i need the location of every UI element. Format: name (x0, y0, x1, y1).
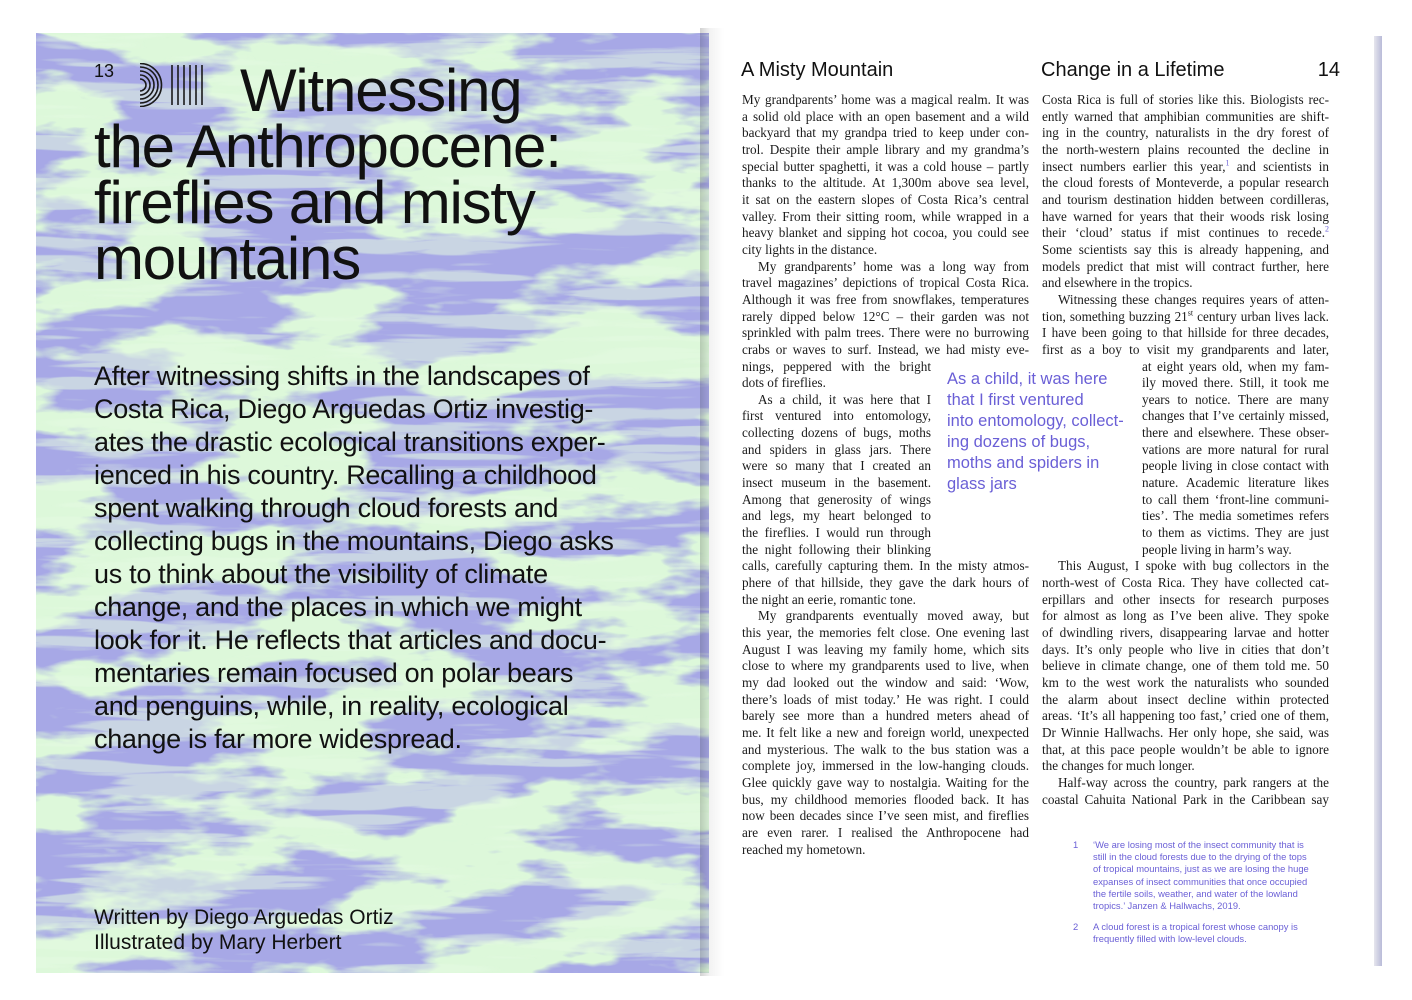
body-line: areas. ‘It’s all happening too fast,’ cried one of them, (1042, 708, 1329, 724)
body-line: the night an eerie, romantic tone. (742, 591, 916, 607)
footnote-line: ‘We are losing most of the insect community that is (1093, 839, 1304, 850)
standfirst-line: Costa Rica, Diego Arguedas Ortiz investig- (94, 394, 594, 424)
pull-quote-line: As a child, it was here (947, 370, 1108, 388)
title-line: mountains (94, 225, 361, 292)
body-line: of dwindling rivers, disappearing larvae and hotter (1042, 625, 1329, 640)
body-line: collecting dozens of bugs, moths (742, 425, 931, 441)
left-page (36, 33, 709, 973)
body-line: crabs or waves to surf. Instead, we had misty eve- (742, 341, 1029, 357)
body-line: My grandparents eventually moved away, but (758, 608, 1029, 624)
body-line (1042, 159, 1329, 176)
body-line: this year, the memories felt close. One evening last (742, 625, 1029, 640)
body-line: were so many that I created an (742, 458, 931, 474)
footnote-number: 1 (1073, 839, 1079, 850)
body-line: city lights in the distance. (742, 241, 878, 257)
title-line: the Anthropocene: (94, 113, 561, 180)
body-line: ing in the country, naturalists in the dry forest of (1042, 125, 1329, 141)
body-text: and scientists in (1229, 158, 1329, 174)
body-line: calls, carefully capturing them. In the misty atmos- (742, 558, 1029, 574)
body-line: north-west of Costa Rica. They have collected cat- (1042, 575, 1329, 591)
body-line: and spiders in glass jars. There (742, 441, 931, 457)
body-line: now been decades since I’ve seen mist, and fireflies (742, 808, 1029, 824)
body-line: reached my hometown. (742, 841, 866, 857)
body-line: My grandparents’ home was a magical realm. It was (742, 92, 1029, 107)
body-line: thanks to the altitude. At 1,300m above sea level, (742, 175, 1029, 191)
footnote-line: expanses of insect communities that once occupied (1093, 875, 1308, 887)
body-line: and legs, my heart belonged to (742, 508, 931, 524)
body-text: tion, something buzzing 21 (1042, 308, 1188, 324)
footnote-marker[interactable]: 1 (1225, 158, 1230, 168)
pull-quote-line: glass jars (947, 475, 1017, 493)
body-line: nature. Academic literature likes (1142, 475, 1329, 491)
body-line: to them as victims. They are just (1142, 525, 1329, 541)
body-line: days. It’s only people who live in cities that don’t (1042, 641, 1329, 657)
pull-quote-line: ing dozens of bugs, (947, 433, 1091, 451)
body-line: Costa Rica is full of stories like this. Biologists rec- (1042, 92, 1329, 107)
body-line: it sat on the eastern slopes of Costa Rica’s central (742, 191, 1029, 207)
body-line: Among that generosity of wings (742, 491, 931, 507)
standfirst-line: change, and the places in which we might (94, 592, 582, 622)
pull-quote-line: into entomology, collect- (947, 412, 1124, 430)
body-line: August I was leaving my family home, which sits (742, 641, 1029, 657)
body-line: backyard that my grandpa tried to keep under con- (742, 125, 1029, 141)
body-line: the north-western plains recounted the decline in (1042, 141, 1329, 157)
body-line: have warned for years that their woods risk losing (1042, 208, 1329, 224)
body-line: travel magazines’ depictions of tropical Costa Rica. (742, 275, 1029, 291)
pull-quote-line: that I first ventured (947, 391, 1084, 409)
credits (94, 905, 394, 955)
standfirst-line: us to think about the visibility of climate (94, 559, 548, 589)
body-line: phere of that hillside, they gave the dark hours of (742, 575, 1029, 591)
body-line: bus, my childhood memories flooded back. It has (742, 791, 1029, 807)
body-line: ties’. The media sometimes refers (1142, 508, 1329, 524)
standfirst-line: collecting bugs in the mountains, Diego asks (94, 526, 614, 556)
body-line: km to the west work the naturalists who sounded (1042, 674, 1329, 690)
body-line: rarely dipped below 12°C – their garden was not (742, 308, 1029, 324)
article-title (94, 57, 704, 292)
illustrator-credit: Illustrated by Mary Herbert (94, 931, 342, 954)
standfirst-line: ienced in his country. Recalling a childhood (94, 460, 597, 490)
body-line: insect museum in the basement. (742, 475, 931, 491)
body-line: first ventured into entomology, (742, 408, 931, 424)
page-number-right: 14 (1317, 59, 1340, 81)
standfirst-line: mentaries remain focused on polar bears (94, 658, 574, 688)
body-line: for almost as long as I’ve been alive. They spoke (1042, 608, 1329, 624)
body-line: a solid old place with an open basement and a wild (742, 108, 1029, 124)
footnote (1073, 839, 1335, 912)
footnote-number: 2 (1073, 921, 1079, 933)
body-line: and tourism destination hidden between cordilleras, (1042, 191, 1329, 207)
standfirst-line: ates the drastic ecological transitions exper- (94, 427, 606, 457)
body-line: my dad looked out the window and said: ‘Wow, (742, 674, 1029, 690)
footnote-marker[interactable]: 2 (1325, 225, 1329, 234)
body-line: I have been going to that hillside for three decades, (1042, 325, 1329, 341)
footnote-line: the fertile soils, weather, and water of the lowland (1093, 887, 1298, 899)
body-line: Dr Winnie Hallwachs. Her only hope, she said, was (1042, 724, 1329, 740)
body-line: As a child, it was here that I (758, 391, 931, 407)
body-line: and mysterious. The walk to the bus station was a (742, 741, 1029, 757)
body-text: century urban lives lack. (1193, 308, 1329, 324)
body-line: there and elsewhere. These obser- (1142, 425, 1329, 441)
body-line: the night following their blinking (742, 541, 931, 557)
standfirst-line: change is far more widespread. (94, 724, 462, 754)
body-line: people living in close contact with (1142, 458, 1329, 474)
body-line: me. It felt like a new and foreign world, unexpected (742, 724, 1029, 740)
body-text: insect numbers earlier this year, (1042, 158, 1226, 174)
footnote-line: of tropical mountains, just as we are losing the huge (1093, 863, 1309, 875)
body-line: the alarm about insect decline within protected (1042, 691, 1329, 707)
body-line: nings, peppered with the bright (742, 358, 931, 374)
pull-quote-line: moths and spiders in (947, 454, 1100, 472)
book-spine-shadow (700, 28, 724, 976)
footnote (1073, 921, 1335, 945)
body-line: close to where my grandparents used to live, when (742, 658, 1029, 674)
standfirst (94, 360, 694, 756)
body-line: are even rarer. I realised the Anthropocene had (742, 824, 1029, 840)
standfirst-line: and penguins, while, in reality, ecological (94, 691, 569, 721)
footnote-line: still in the cloud forests due to the drying of the tops (1093, 851, 1307, 863)
footnotes (1073, 839, 1335, 955)
body-line: Glee quickly gave way to nostalgia. Waiting for the (742, 774, 1029, 790)
standfirst-line: look for it. He reflects that articles and docu- (94, 625, 607, 655)
body-line: the cloud forests of Monteverde, a popular research (1042, 175, 1329, 191)
body-line: believe in climate change, one of them told me. 50 (1042, 658, 1329, 674)
standfirst-line: After witnessing shifts in the landscapes of (94, 361, 590, 391)
body-line: This August, I spoke with bug collectors in the (1058, 558, 1329, 574)
body-line: trol. Despite their ample library and my grandma’s (742, 141, 1029, 157)
body-line: Although it was free from snowflakes, temperatures (742, 291, 1029, 307)
body-line: erpillars and other insects for research purposes (1042, 591, 1329, 607)
page-edge (1374, 36, 1382, 966)
body-line: changes that I’ve certainly missed, (1142, 408, 1329, 424)
body-line: first as a boy to visit my grandparents and later, (1042, 341, 1329, 357)
body-line: ily moved there. Still, it took me (1142, 375, 1329, 391)
body-line (1042, 225, 1329, 242)
footnote-line: A cloud forest is a tropical forest whose canopy is (1093, 921, 1298, 933)
body-line: the changes for much longer. (1042, 758, 1195, 774)
ordinal-suffix: st (1187, 308, 1194, 318)
body-line (1042, 309, 1329, 326)
body-line: people living in harm’s way. (1142, 541, 1292, 557)
body-line: coastal Cahuita National Park in the Caribbean say (1042, 791, 1329, 807)
body-column-right (1042, 92, 1329, 808)
right-page (711, 33, 1375, 973)
body-line: heavy blanket and sipping hot cocoa, you could see (742, 225, 1029, 241)
body-line: and elsewhere in the tropics. (1042, 275, 1193, 291)
section-heading-right: Change in a Lifetime (1041, 59, 1225, 81)
body-line: dots of fireflies. (742, 375, 826, 391)
body-line: that, at this pace people wouldn’t be able to ignore (1042, 741, 1329, 757)
page-number-left: 13 (94, 61, 115, 81)
author-credit: Written by Diego Arguedas Ortiz (94, 906, 394, 929)
body-line: My grandparents’ home was a long way from (758, 258, 1029, 274)
footnote-line: tropics.’ Janzen & Hallwachs, 2019. (1093, 900, 1241, 912)
title-line: Witnessing (240, 57, 522, 124)
section-heading-left: A Misty Mountain (741, 59, 894, 81)
body-line: years to notice. There are many (1142, 391, 1329, 407)
standfirst-line: spent walking through cloud forests and (94, 493, 559, 523)
body-line: models predict that mist will contract further, here (1042, 258, 1329, 274)
body-line: Half-way across the country, park rangers at the (1058, 774, 1329, 790)
body-line: vations are more natural for rural (1142, 441, 1329, 457)
body-line: Witnessing these changes requires years of atten- (1058, 291, 1329, 307)
body-line: complete joy, immersed in the low-hanging clouds. (742, 758, 1029, 774)
title-line: fireflies and misty (94, 169, 535, 236)
body-line: to call them ‘front-line communi- (1142, 491, 1329, 507)
body-line: the fireflies. I would run through (742, 525, 931, 541)
body-text: their ‘cloud’ status if mist continues to recede. (1042, 225, 1325, 241)
body-line: Some scientists say this is already happening, and (1042, 241, 1329, 257)
footnote-line: frequently filled with low-level clouds. (1093, 933, 1247, 945)
body-line: sprinkled with palm trees. There were no burrowing (742, 325, 1029, 341)
body-line: there’s loads of mist today.’ He was right. I could (742, 691, 1029, 707)
body-line: special butter spaghetti, it was a cold house – partly (742, 158, 1029, 174)
body-line: ently warned that amphibian communities are shift- (1042, 108, 1329, 124)
body-line: at eight years old, when my fam- (1142, 358, 1329, 374)
body-line: barely see more than a hundred meters ahead of (742, 708, 1029, 724)
body-line: valley. From their sitting room, while wrapped in a (742, 208, 1029, 224)
